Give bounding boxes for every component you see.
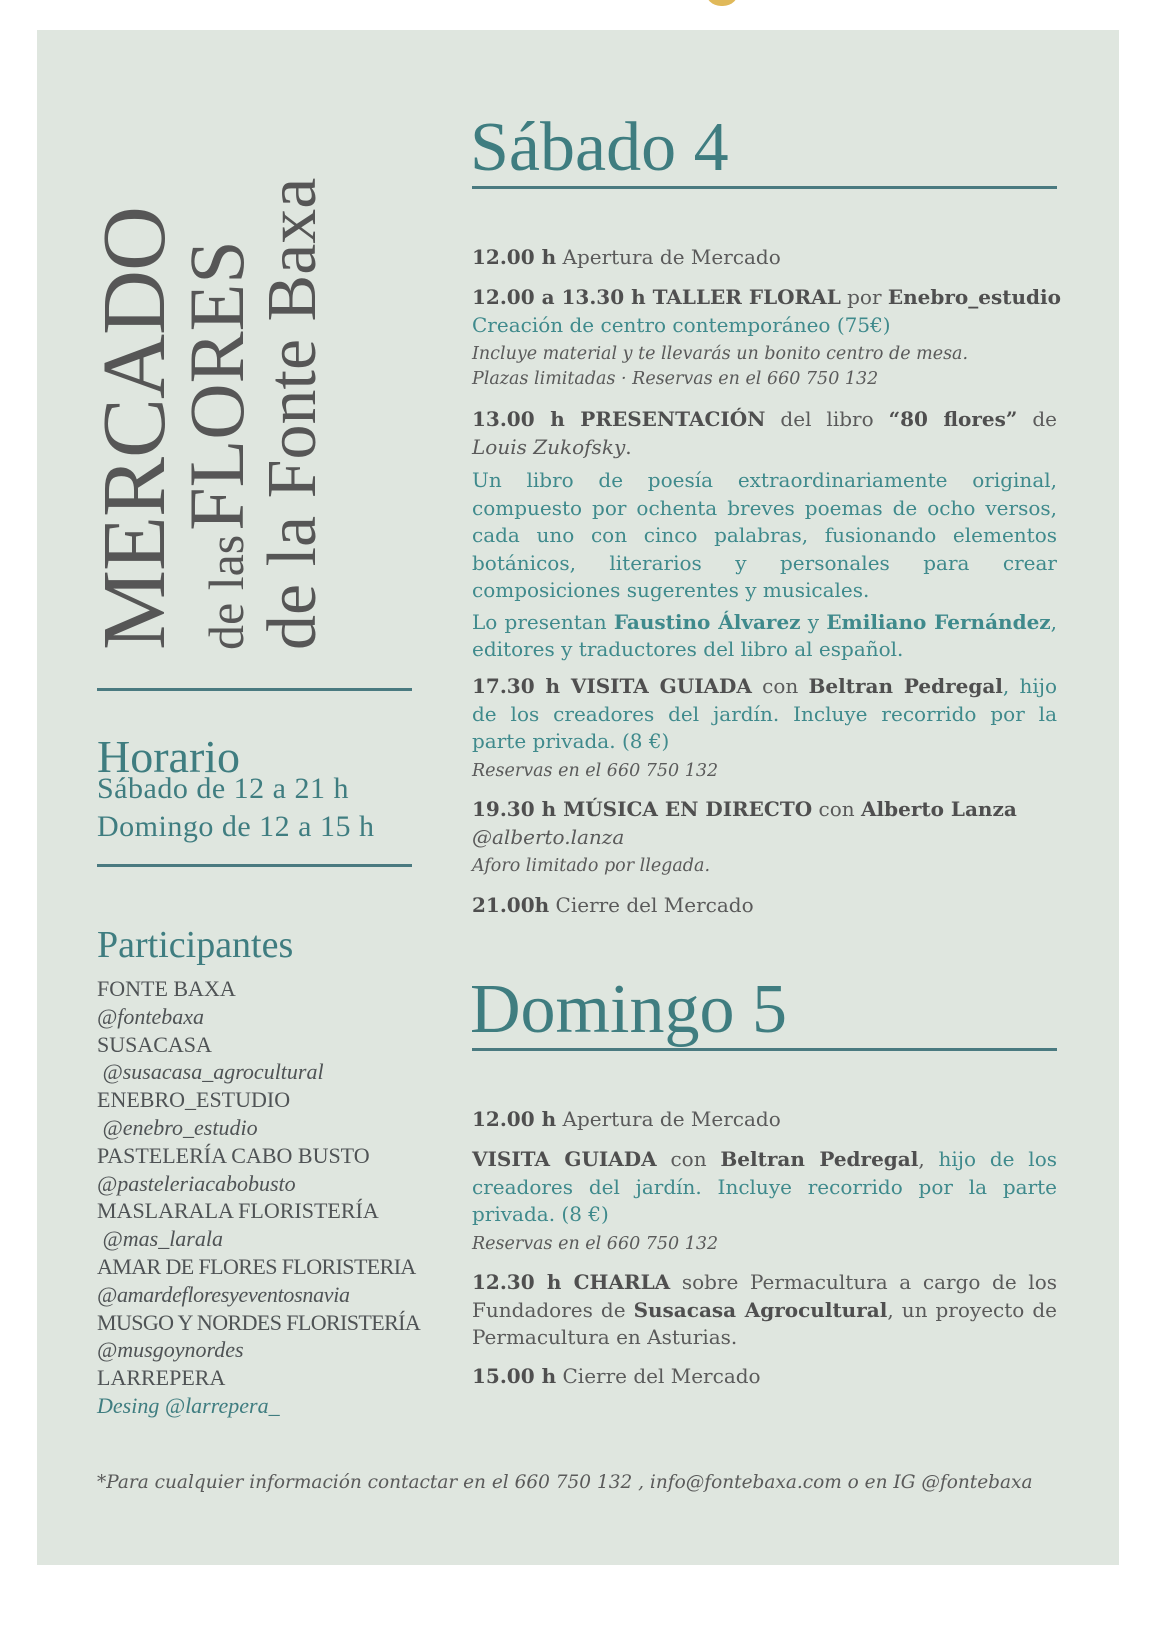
participant-name: SUSACASA (97, 1031, 212, 1057)
horario-saturday: Sábado de 12 a 21 h (97, 772, 349, 805)
event-text: de (1017, 407, 1058, 431)
book-author: Louis Zukofsky (472, 434, 626, 459)
event-text: , un proyecto de Permacultura en Asturias. (472, 1297, 1057, 1349)
divider (97, 688, 412, 691)
event-text: del libro (765, 407, 889, 431)
contact-footer: *Para cualquier información contactar en el 660 750 132 , info@fontebaxa.com o en IG @fontebaxa (97, 1472, 1033, 1493)
event-time: 17.30 h VISITA GUIADA (472, 674, 752, 698)
event-text: . (625, 434, 632, 459)
participant-name: MUSGO Y NORDES FLORISTERÍA (97, 1309, 421, 1335)
presenter: Faustino Álvarez (613, 609, 801, 634)
divider (97, 864, 412, 867)
title-line-3: de la Fonte Baxa (254, 177, 331, 650)
event-note: Aforo limitado por llegada. (472, 856, 711, 876)
event-time: 19.30 h MÚSICA EN DIRECTO (472, 797, 813, 821)
saturday-heading: Sábado 4 (470, 109, 729, 186)
event-organization: Susacasa Agrocultural (633, 1297, 888, 1322)
saturday-event-workshop (472, 284, 1061, 392)
participant-name: PASTELERÍA CABO BUSTO (97, 1142, 370, 1168)
title-line-2 (173, 70, 260, 650)
sunday-event-guided-tour (472, 1146, 1057, 1257)
designer-credit: Desing @larrepera_ (97, 1392, 280, 1418)
saturday-event-guided-tour (472, 673, 1057, 784)
sunday-event-talk (472, 1269, 1057, 1352)
participant-name: MASLARALA FLORISTERÍA (97, 1198, 379, 1224)
saturday-event-presentation (472, 406, 1057, 664)
participants-heading: Participantes (97, 924, 294, 966)
event-text: y (800, 609, 827, 634)
event-text: con (656, 1147, 721, 1171)
event-time: 13.00 h PRESENTACIÓN (472, 407, 766, 431)
participant-handle: @amardefloresyeventosnavia (97, 1281, 350, 1307)
event-time: 12.00 h (472, 245, 557, 269)
event-text: Lo presentan (472, 609, 614, 634)
event-text: , editores y traductores del libro al español. (472, 609, 1058, 661)
participant-name: AMAR DE FLORES FLORISTERIA (97, 1253, 416, 1279)
saturday-event-closing (472, 892, 1057, 920)
logo-mark (705, 0, 739, 6)
title-line-2-big: FLORES (173, 240, 260, 531)
presenter: Emiliano Fernández (826, 609, 1051, 634)
event-text: con (812, 797, 861, 821)
saturday-event-music (472, 796, 1057, 879)
event-description: , hijo de los creadores del jardín. Incluye recorrido por la parte privada. (8 €) (472, 674, 1058, 753)
event-host: Beltran Pedregal (720, 1147, 919, 1171)
event-note: Incluye material y te llevarás un bonito centro de mesa. (472, 344, 969, 364)
participant-handle: @pasteleriacabobusto (97, 1170, 296, 1196)
divider (472, 186, 1057, 189)
participant-name: FONTE BAXA (97, 976, 236, 1001)
event-note: Reservas en el 660 750 132 (472, 1233, 719, 1254)
horario-sunday: Domingo de 12 a 15 h (97, 810, 375, 843)
participant-handle: @susacasa_agrocultural (97, 1059, 324, 1085)
sunday-event-opening (472, 1106, 1057, 1134)
event-text: Apertura de Mercado (556, 1107, 781, 1131)
sunday-heading: Domingo 5 (470, 971, 787, 1048)
title-line-1: MERCADO (85, 206, 184, 650)
event-host: Beltran Pedregal (808, 674, 1003, 698)
event-host: Alberto Lanza (861, 797, 1017, 821)
participant-name: ENEBRO_ESTUDIO (97, 1087, 291, 1113)
event-text: Apertura de Mercado (556, 245, 781, 269)
participant-handle: @enebro_estudio (97, 1114, 258, 1140)
event-time: 21.00h (472, 893, 550, 917)
divider (472, 1048, 1057, 1051)
horario-heading: Horario (97, 731, 241, 782)
sunday-event-closing (472, 1363, 1057, 1391)
event-handle: @alberto.lanza (472, 824, 625, 849)
event-time: 12.00 h (472, 1107, 557, 1131)
participants-list (97, 975, 457, 1420)
participant-handle: @fontebaxa (97, 1003, 204, 1029)
event-text: por (840, 285, 888, 309)
event-text: Cierre del Mercado (549, 893, 754, 917)
event-text: sobre Permacultura a cargo de los Fundadores de (472, 1270, 1057, 1322)
event-text: Cierre del Mercado (556, 1364, 761, 1388)
event-note: Plazas limitadas · Reservas en el 660 750 132 (472, 369, 879, 389)
event-time: 15.00 h (472, 1364, 557, 1388)
event-time: 12.00 a 13.30 h TALLER FLORAL (472, 285, 841, 309)
participant-handle: @musgoynordes (97, 1337, 244, 1363)
event-time: VISITA GUIADA (472, 1147, 657, 1171)
event-subtitle: Creación de centro contemporáneo (75€) (472, 312, 891, 337)
saturday-event-opening (472, 244, 1057, 272)
event-note: Reservas en el 660 750 132 (472, 760, 719, 781)
participant-handle: @mas_larala (97, 1226, 223, 1252)
event-text: con (751, 674, 809, 698)
event-description: hijo de los creadores del jardín. Incluye recorrido por la parte privada. (8 €) (472, 1147, 1057, 1226)
title-line-2-small: de las (198, 534, 254, 650)
event-time: 12.30 h CHARLA (472, 1270, 671, 1294)
participant-name: LARREPERA (97, 1365, 226, 1391)
book-title: “80 flores” (888, 407, 1018, 431)
event-host: Enebro_estudio (887, 285, 1061, 309)
book-description: Un libro de poesía extraordinariamente original, compuesto por ochenta breves poemas de ocho versos, cada uno con cinco palabras, fusionando elementos botánicos, literarios y personales para crear composiciones sugerentes y musicales. (472, 468, 1057, 602)
event-text: , (918, 1147, 925, 1171)
event-title (85, 70, 331, 650)
